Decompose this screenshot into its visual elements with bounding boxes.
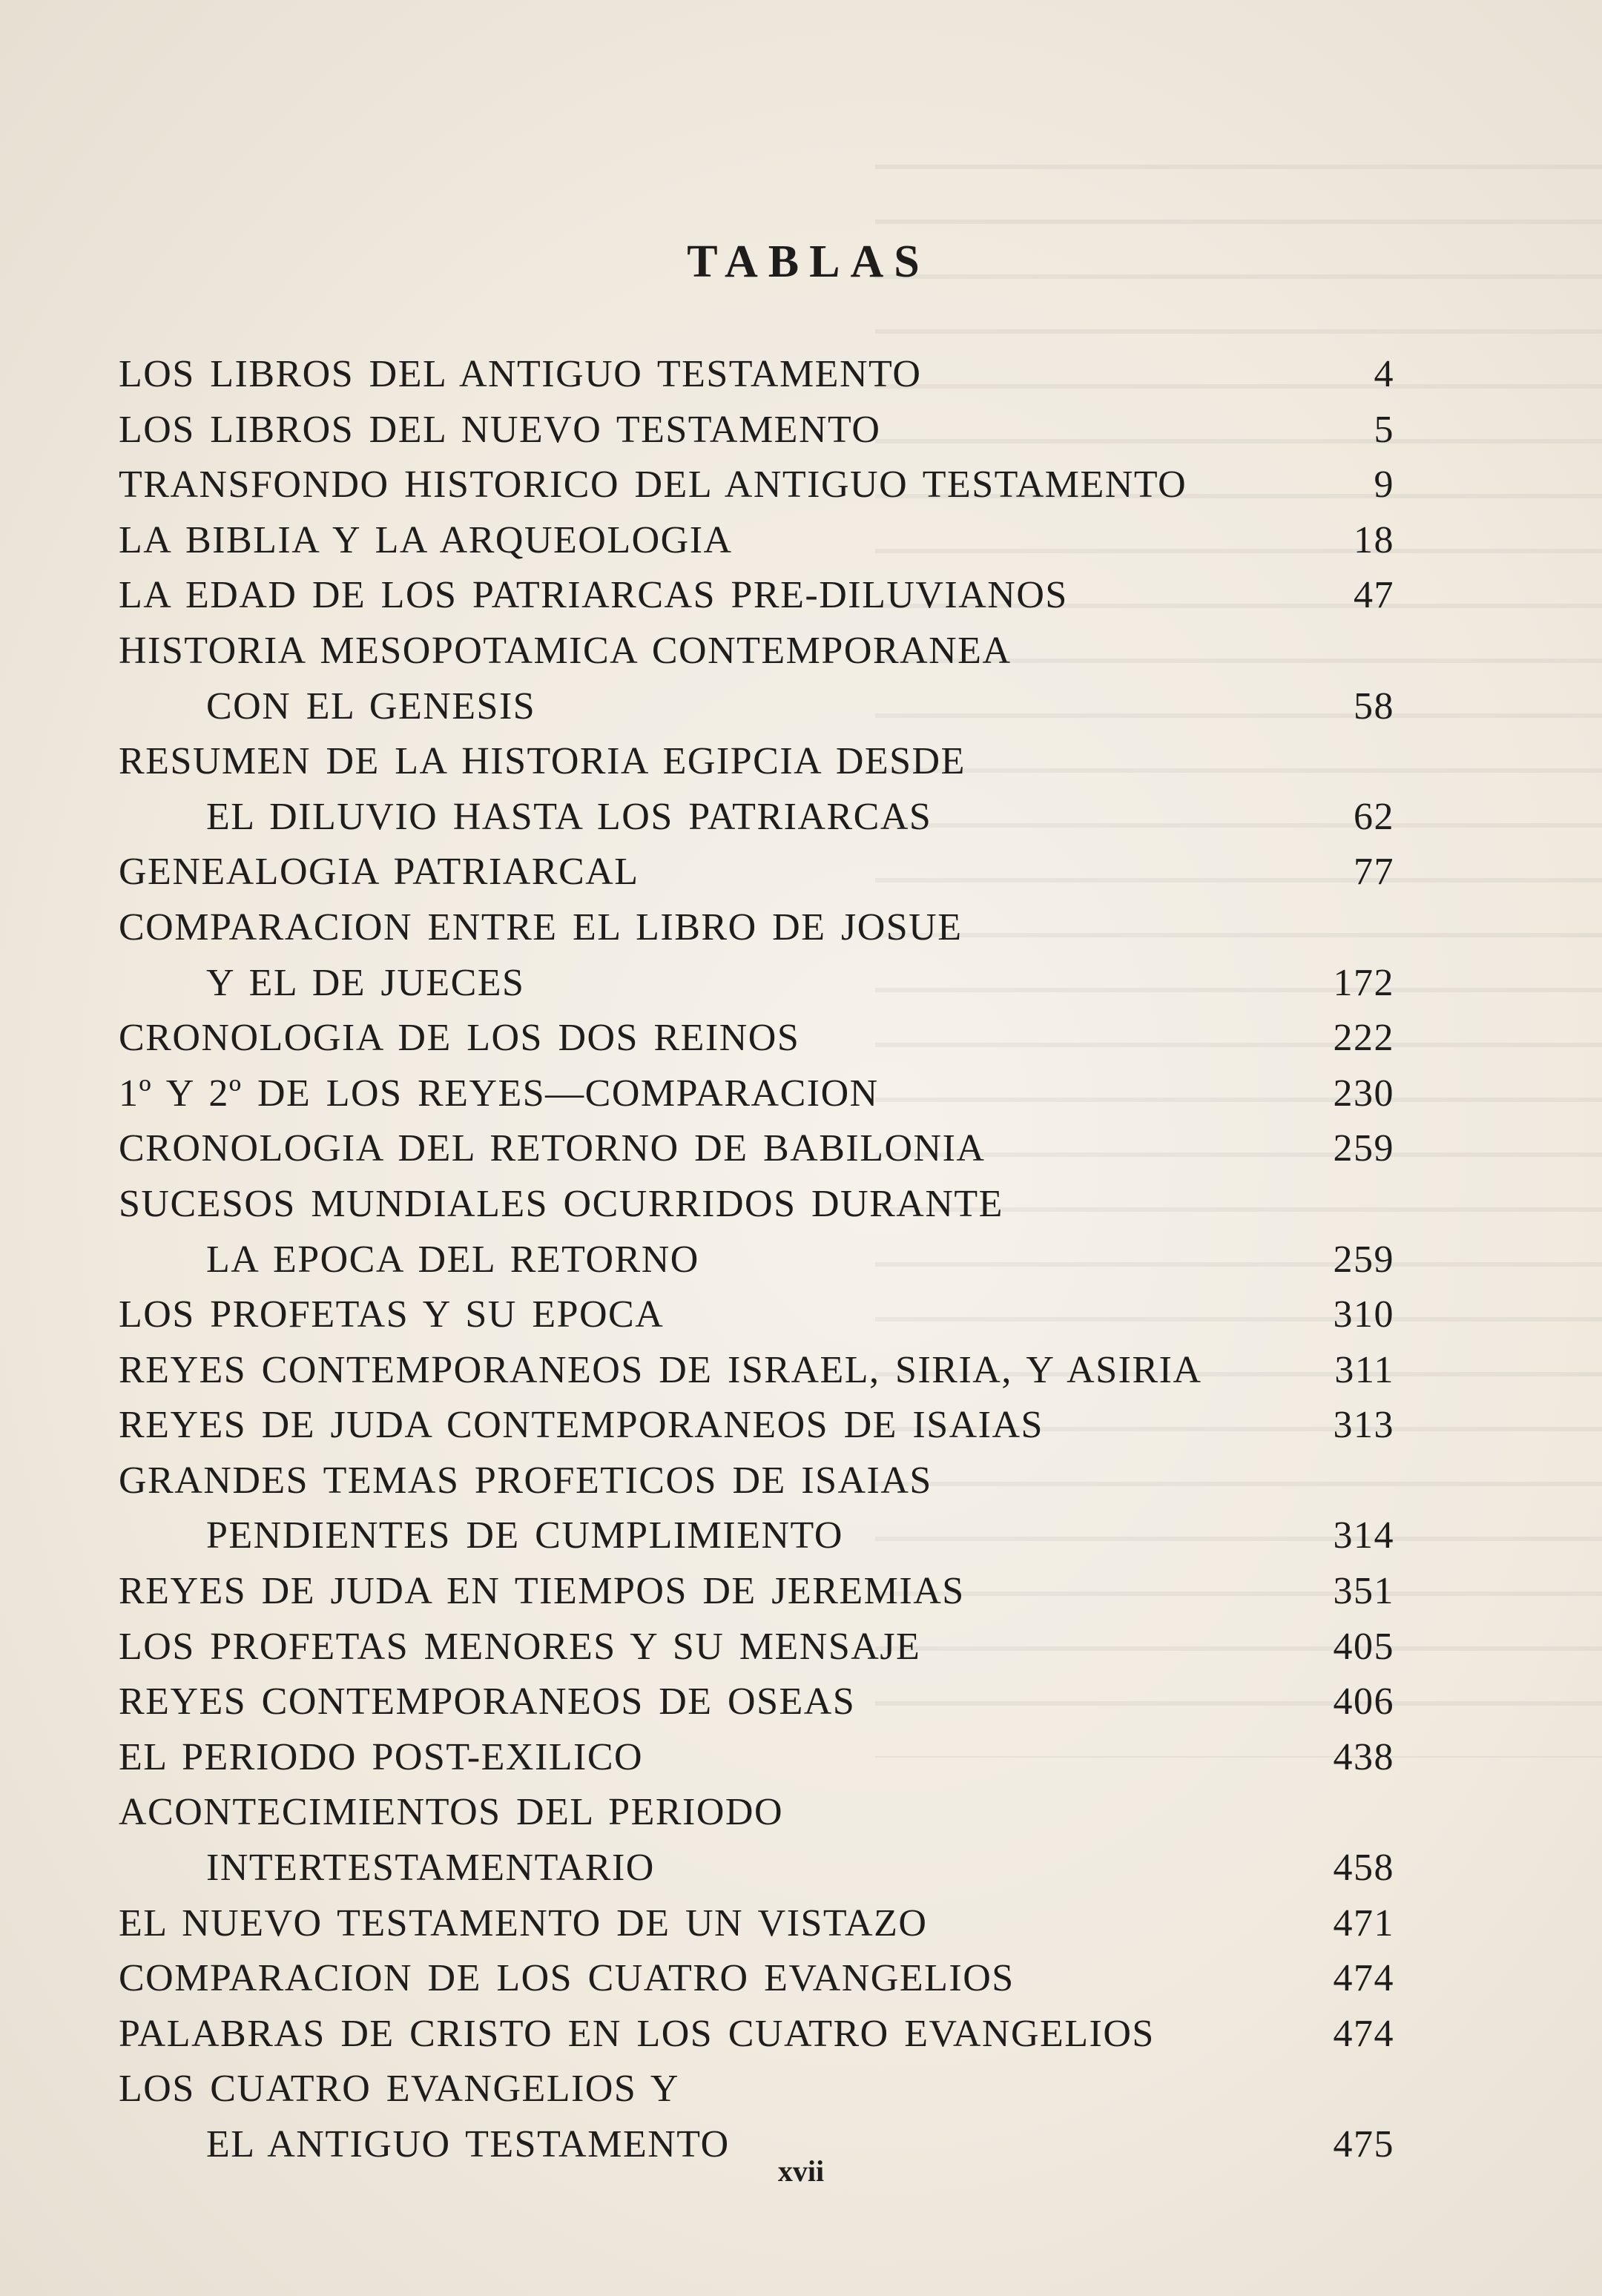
entry-title xyxy=(119,1454,1283,1564)
entry-title-line: LOS LIBROS DEL NUEVO TESTAMENTO xyxy=(119,408,881,451)
table-entry xyxy=(119,513,1394,569)
entry-page-number: 5 xyxy=(1374,408,1394,451)
entry-title-line: RESUMEN DE LA HISTORIA EGIPCIA DESDE xyxy=(119,740,966,783)
table-entry xyxy=(119,1785,1394,1896)
entry-title xyxy=(119,1951,1283,2007)
entry-title-line: SUCESOS MUNDIALES OCURRIDOS DURANTE xyxy=(119,1182,1003,1225)
entry-title-line: EL PERIODO POST-EXILICO xyxy=(119,1735,644,1778)
table-entry xyxy=(119,2007,1394,2062)
entry-title-line: LA EDAD DE LOS PATRIARCAS PRE-DILUVIANOS xyxy=(119,574,1068,617)
entry-page-number: 259 xyxy=(1333,1127,1394,1170)
entry-title xyxy=(119,1343,1283,1399)
entry-page-number: 172 xyxy=(1333,961,1394,1004)
entry-title-line: 1º Y 2º DE LOS REYES—COMPARACION xyxy=(119,1072,879,1115)
entry-page-number: 458 xyxy=(1333,1847,1394,1890)
entry-title xyxy=(119,1177,1283,1287)
entry-page-number: 310 xyxy=(1333,1293,1394,1336)
entry-page-number: 9 xyxy=(1374,464,1394,507)
entry-title-line: LOS PROFETAS MENORES Y SU MENSAJE xyxy=(119,1625,921,1668)
entry-title xyxy=(119,1730,1283,1786)
entry-page-number: 406 xyxy=(1333,1680,1394,1723)
entry-title xyxy=(119,1896,1283,1952)
table-entry xyxy=(119,1896,1394,1952)
entry-title xyxy=(119,734,1283,845)
entry-title xyxy=(119,1564,1283,1620)
entry-page-number: 405 xyxy=(1333,1625,1394,1668)
table-entry xyxy=(119,900,1394,1011)
entry-title xyxy=(119,1620,1283,1675)
entry-title-line: COMPARACION DE LOS CUATRO EVANGELIOS xyxy=(119,1957,1015,2000)
entry-title-continuation: EL DILUVIO HASTA LOS PATRIARCAS xyxy=(206,795,932,838)
entry-title xyxy=(119,403,1283,458)
table-entry xyxy=(119,1564,1394,1620)
entry-title-line: GENEALOGIA PATRIARCAL xyxy=(119,851,639,894)
table-entry xyxy=(119,1121,1394,1177)
entry-title-continuation: LA EPOCA DEL RETORNO xyxy=(206,1238,699,1281)
entry-page-number: 351 xyxy=(1333,1570,1394,1613)
table-entry xyxy=(119,845,1394,900)
table-entry xyxy=(119,1454,1394,1564)
entry-title-continuation: EL ANTIGUO TESTAMENTO xyxy=(206,2123,730,2165)
entry-title xyxy=(119,1066,1283,1122)
entry-page-number: 474 xyxy=(1333,2012,1394,2055)
entry-page-number: 62 xyxy=(1354,795,1394,838)
entry-title xyxy=(119,2007,1283,2062)
entry-title xyxy=(119,513,1283,569)
table-entry xyxy=(119,1675,1394,1730)
entry-page-number: 47 xyxy=(1354,574,1394,617)
entry-title xyxy=(119,1675,1283,1730)
page-title: TABLAS xyxy=(687,237,930,287)
table-entry xyxy=(119,1730,1394,1786)
entry-page-number: 475 xyxy=(1333,2123,1394,2165)
table-entry xyxy=(119,403,1394,458)
table-entry xyxy=(119,1343,1394,1399)
entry-title-line: LOS LIBROS DEL ANTIGUO TESTAMENTO xyxy=(119,353,922,395)
entry-page-number: 259 xyxy=(1333,1238,1394,1281)
entry-title xyxy=(119,1785,1283,1896)
entry-title xyxy=(119,1121,1283,1177)
entry-page-number: 230 xyxy=(1333,1072,1394,1115)
table-entry xyxy=(119,1951,1394,2007)
table-entry xyxy=(119,1287,1394,1343)
table-list xyxy=(119,347,1394,2173)
entry-page-number: 18 xyxy=(1354,518,1394,561)
entry-page-number: 474 xyxy=(1333,1957,1394,2000)
entry-title-line: REYES CONTEMPORANEOS DE ISRAEL, SIRIA, Y ASIRIA xyxy=(119,1348,1202,1391)
table-entry xyxy=(119,1066,1394,1122)
entry-title-line: COMPARACION ENTRE EL LIBRO DE JOSUE xyxy=(119,905,963,949)
entry-title-line: REYES DE JUDA CONTEMPORANEOS DE ISAIAS xyxy=(119,1404,1044,1447)
table-entry xyxy=(119,568,1394,624)
entry-page-number: 4 xyxy=(1374,353,1394,395)
entry-title-continuation: PENDIENTES DE CUMPLIMIENTO xyxy=(206,1514,843,1557)
table-entry xyxy=(119,624,1394,734)
entry-page-number: 314 xyxy=(1333,1514,1394,1557)
entry-title-continuation: Y EL DE JUECES xyxy=(206,961,525,1004)
entry-title-line: LA BIBLIA Y LA ARQUEOLOGIA xyxy=(119,518,733,561)
entry-title-line: LOS PROFETAS Y SU EPOCA xyxy=(119,1293,665,1336)
entry-title-line: LOS CUATRO EVANGELIOS Y xyxy=(119,2068,679,2111)
entry-title-line: TRANSFONDO HISTORICO DEL ANTIGUO TESTAMENTO xyxy=(119,464,1187,507)
entry-title-line: GRANDES TEMAS PROFETICOS DE ISAIAS xyxy=(119,1459,932,1502)
entry-page-number: 58 xyxy=(1354,684,1394,728)
entry-page-number: 311 xyxy=(1334,1348,1394,1391)
entry-title xyxy=(119,624,1283,734)
entry-title xyxy=(119,1011,1283,1066)
entry-title-line: REYES DE JUDA EN TIEMPOS DE JEREMIAS xyxy=(119,1570,965,1613)
table-entry xyxy=(119,347,1394,403)
table-entry xyxy=(119,1620,1394,1675)
entry-title-line: CRONOLOGIA DE LOS DOS REINOS xyxy=(119,1017,800,1060)
entry-title xyxy=(119,1398,1283,1454)
entry-title xyxy=(119,458,1283,513)
entry-title-continuation: INTERTESTAMENTARIO xyxy=(206,1847,655,1890)
entry-page-number: 438 xyxy=(1333,1735,1394,1778)
table-entry xyxy=(119,1011,1394,1066)
entry-title xyxy=(119,347,1283,403)
entry-page-number: 77 xyxy=(1354,851,1394,894)
entry-title-line: CRONOLOGIA DEL RETORNO DE BABILONIA xyxy=(119,1127,986,1170)
table-entry xyxy=(119,1177,1394,1287)
page-folio: xvii xyxy=(777,2154,825,2188)
entry-page-number: 471 xyxy=(1333,1901,1394,1944)
entry-title-line: EL NUEVO TESTAMENTO DE UN VISTAZO xyxy=(119,1901,928,1944)
entry-title xyxy=(119,900,1283,1011)
entry-title-line: REYES CONTEMPORANEOS DE OSEAS xyxy=(119,1680,856,1723)
table-entry xyxy=(119,734,1394,845)
entry-title xyxy=(119,845,1283,900)
entry-title-line: ACONTECIMIENTOS DEL PERIODO xyxy=(119,1791,784,1834)
table-entry xyxy=(119,458,1394,513)
entry-title xyxy=(119,1287,1283,1343)
entry-title-continuation: CON EL GENESIS xyxy=(206,684,536,728)
entry-page-number: 222 xyxy=(1333,1017,1394,1060)
table-entry xyxy=(119,1398,1394,1454)
entry-page-number: 313 xyxy=(1333,1404,1394,1447)
entry-title-line: HISTORIA MESOPOTAMICA CONTEMPORANEA xyxy=(119,629,1012,672)
entry-title xyxy=(119,568,1283,624)
entry-title-line: PALABRAS DE CRISTO EN LOS CUATRO EVANGELIOS xyxy=(119,2012,1155,2055)
